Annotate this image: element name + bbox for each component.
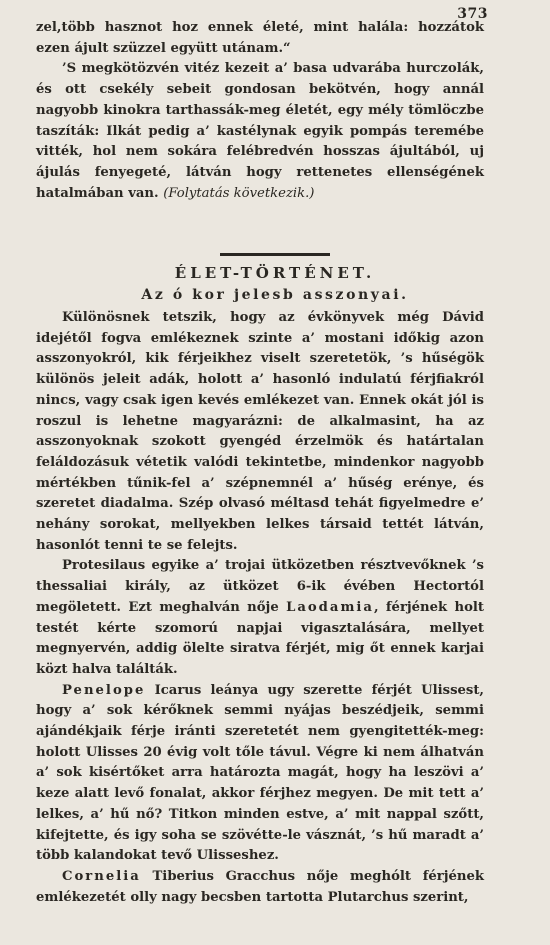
section-divider (220, 253, 330, 256)
paragraph-text: Tiberius Gracchus nője meghólt férjének emlékezetét olly nagy becsben tartotta Plutarchus szerint, (36, 868, 484, 905)
story-paragraph (36, 59, 484, 204)
article-paragraph (36, 867, 484, 908)
section-title: ÉLET-TÖRTÉNET. (174, 264, 376, 282)
section-subtitle: Az ó kor jelesb asszonyai. (141, 287, 409, 303)
article-paragraph (36, 556, 484, 680)
story-ending (36, 18, 484, 204)
continuation-note: (Folytatás következik.) (163, 185, 315, 201)
story-paragraph: zel,több hasznot hoz ennek életé, mint halála: hozzátok ezen ájult szüzzel együtt utánam.“ (36, 20, 484, 56)
article-paragraph (36, 308, 484, 556)
story-text: ’S megkötözvén vitéz kezeit a’ basa udvarába hurczolák, és ott csekély sebeit gondosan bekötvén, hogy annál nagyobb kinokra tarthassák-meg életét, egy mély tömlöczbe taszíták: Ilkát pedig a’ kastélynak egyik pompás teremébe vitték, hol nem sokára felébredvén hosszas ájultából, uj ájulás fenyegeté, látván hogy rettenetes ellenségének hatalmában van. (36, 61, 484, 201)
page-number: 373 (457, 6, 488, 22)
paragraph-text: Protesilaus egyike a’ trojai ütközetben résztvevőknek ’s thessaliai király, az ütközet 6-ik évében Hectortól megöletett. Ezt meghalván nője (36, 558, 484, 615)
article-paragraph (36, 681, 484, 867)
paragraph-text: , férjének holt testét kérte szomorú napjai vigasztalására, mellyet megnyervén, addig ölelte siratva férjét, mig őt ennek karjai közt halva találták. (36, 599, 484, 677)
paragraph-text: Icarus leánya ugy szerette férjét Ulissest, hogy a’ sok kérőknek semmi nyájas beszédjeik, semmi ajándékjaik férje iránti szeretetét nem gyengitették-meg: holott Ulisses 20 évig volt tőle távul. Végre ki nem álhatván a’ sok kisértőket arra határozta magát, hogy ha leszövi a’ keze alatt levő fonalat, akkor férjhez megyen. De mit tett a’ lelkes, a’ hű nő? Titkon minden estve, a’ mit nappal szőtt, kifejtette, és igy soha se szövétte-le vásznát, ’s hű maradt a’ több kalandokat tevő Ulisseshez. (36, 682, 484, 864)
person-name: Laodamia (286, 599, 374, 615)
article-body (36, 308, 484, 908)
person-name: Penelope (62, 682, 146, 698)
paragraph-text: Különösnek tetszik, hogy az évkönyvek még Dávid idejétől fogva emlékeznek szinte a’ mostani időkig azon asszonyokról, kik férjeikhez viselt szeretetök, ’s hűségök különös jeleit adák, holott a’ hasonló indulatú férjfiakról nincs, vagy csak igen kevés emlékezet van. Ennek okát jól is roszul is lehetne magyarázni: de alkalmasint, ha az asszonyoknak szokott gyengéd érzelmök és határtalan feláldozásuk vétetik valódi tekintetbe, mindenkor nagyobb mértékben tűnik-fel a’ szépnemnél a’ hűség erénye, és szeretet diadalma. Szép olvasó méltasd tehát figyelmedre e’ nehány sorokat, mellyekben lelkes társaid tettét látván, hasonlót tenni te se felejts. (36, 310, 484, 553)
person-name: Cornelia (62, 868, 141, 884)
